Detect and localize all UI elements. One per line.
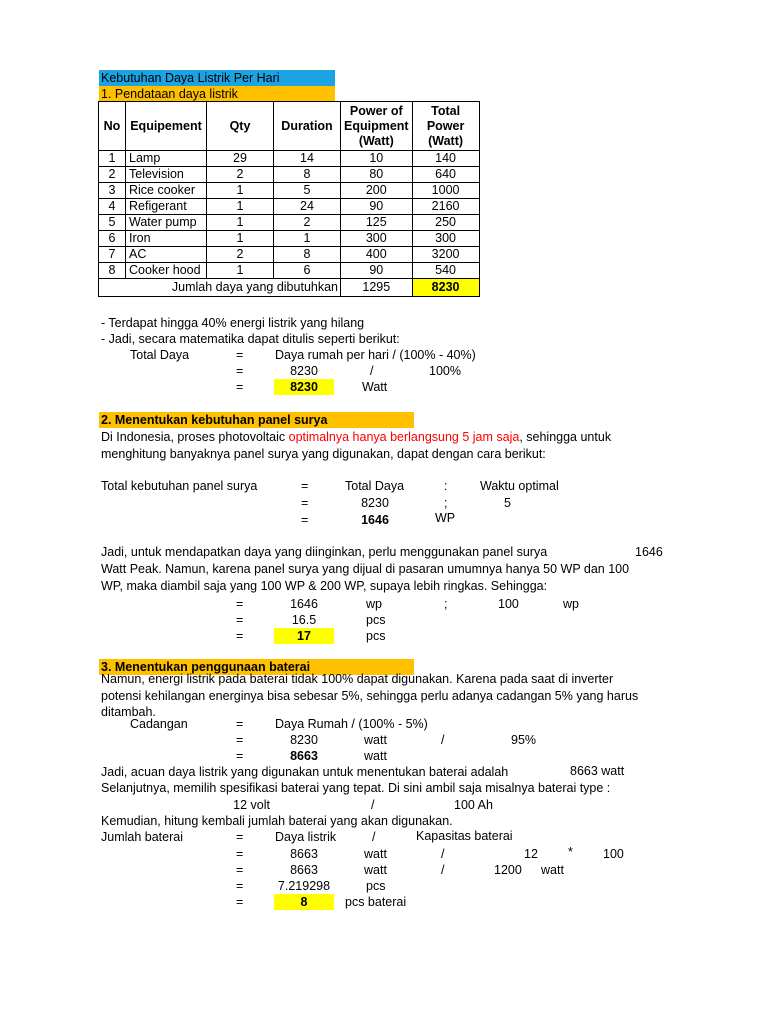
section2-text: , sehingga untuk — [519, 430, 612, 444]
th-total-power: Total Power (Watt) — [412, 102, 479, 151]
panel-count-unit: pcs — [366, 613, 386, 627]
cadangan-label: Cadangan — [130, 717, 188, 731]
jb-row2-unit: watt — [364, 863, 387, 877]
cell-qty: 1 — [207, 183, 274, 199]
section2-paragraph-line1 — [101, 429, 611, 445]
battery-voltage: 12 volt — [233, 798, 270, 812]
cell-power: 80 — [341, 167, 413, 183]
cell-duration: 8 — [274, 167, 341, 183]
cell-no: 8 — [99, 263, 126, 279]
cell-qty: 1 — [207, 263, 274, 279]
cadangan-percent: 95% — [511, 733, 537, 747]
cell-power: 400 — [341, 247, 413, 263]
total-daya-value: 8230 — [290, 364, 318, 378]
jb-row1-ah: 100 — [603, 847, 624, 861]
equals-sign: = — [301, 496, 309, 510]
cell-total: 540 — [412, 263, 479, 279]
cell-qty: 2 — [207, 247, 274, 263]
th-equipment: Equipement — [126, 102, 207, 151]
colon-sign: : — [444, 479, 448, 493]
cell-equipment: Rice cooker — [126, 183, 207, 199]
table-row — [99, 247, 480, 263]
cadangan-result-unit: watt — [364, 749, 387, 763]
divide-sign: / — [441, 733, 445, 747]
cell-duration: 8 — [274, 247, 341, 263]
cell-duration: 24 — [274, 199, 341, 215]
divide-sign: / — [371, 798, 375, 812]
th-power: Power of Equipment (Watt) — [341, 102, 413, 151]
cell-no: 5 — [99, 215, 126, 231]
equals-sign: = — [236, 733, 244, 747]
cell-total: 3200 — [412, 247, 479, 263]
equals-sign: = — [236, 830, 244, 844]
divide-sign: / — [441, 863, 445, 877]
cell-power: 200 — [341, 183, 413, 199]
panel-result-unit: WP — [435, 511, 456, 525]
cadangan-result: 8663 — [290, 749, 318, 763]
semicolon-sign: ; — [444, 597, 448, 611]
table-row — [99, 263, 480, 279]
cell-qty: 2 — [207, 167, 274, 183]
section3-heading: 3. Menentukan penggunaan baterai — [101, 660, 311, 674]
cell-power: 125 — [341, 215, 413, 231]
panel-count-result-unit: pcs — [366, 629, 386, 643]
th-duration: Duration — [274, 102, 341, 151]
equals-sign: = — [236, 629, 244, 643]
panel-calc-label: Total kebutuhan panel surya — [101, 479, 258, 493]
cell-duration: 5 — [274, 183, 341, 199]
equals-sign: = — [236, 847, 244, 861]
panel-value-daya: 8230 — [361, 496, 389, 510]
th-no: No — [99, 102, 126, 151]
total-daya-label: Total Daya — [130, 348, 190, 362]
cell-equipment: Water pump — [126, 215, 207, 231]
cell-equipment: Iron — [126, 231, 207, 247]
total-daya-result: 8230 — [274, 379, 334, 395]
cell-no: 2 — [99, 167, 126, 183]
cell-equipment: Lamp — [126, 151, 207, 167]
cell-power: 90 — [341, 199, 413, 215]
multiply-sign: * — [568, 845, 573, 859]
cadangan-unit: watt — [364, 733, 387, 747]
panel-waktu-optimal: Waktu optimal — [480, 479, 559, 493]
table-header-row — [99, 102, 480, 151]
section2-heading: 2. Menentukan kebutuhan panel surya — [101, 413, 328, 427]
panel-result: 1646 — [361, 513, 389, 527]
equals-sign: = — [236, 749, 244, 763]
divide-sign: / — [372, 830, 376, 844]
section2-conclusion-line2: Watt Peak. Namun, karena panel surya yang dijual di pasaran umumnya hanya 50 WP dan 100 — [101, 562, 630, 576]
cell-total: 300 — [412, 231, 479, 247]
section3-paragraph-line2: potensi kehilangan energinya bisa sebesar 5%, sehingga perlu adanya cadangan 5% yang harus — [101, 689, 639, 703]
jb-row2-capacity-unit: watt — [541, 863, 564, 877]
battery-capacity: 100 Ah — [454, 798, 493, 812]
cell-duration: 2 — [274, 215, 341, 231]
section1-heading: 1. Pendataan daya listrik — [101, 87, 238, 101]
cell-power: 10 — [341, 151, 413, 167]
jb-kapasitas-baterai: Kapasitas baterai — [416, 829, 513, 843]
cell-duration: 14 — [274, 151, 341, 167]
equals-sign: = — [236, 348, 244, 362]
panel-wp-unit: wp — [366, 597, 382, 611]
jb-row3-unit: pcs — [366, 879, 386, 893]
equals-sign: = — [236, 364, 244, 378]
jb-row1-value: 8663 — [290, 847, 318, 861]
note-formula-intro: - Jadi, secara matematika dapat ditulis seperti berikut: — [101, 332, 400, 346]
jb-row2-value: 8663 — [290, 863, 318, 877]
footer-power: 1295 — [341, 279, 413, 297]
jb-daya-listrik: Daya listrik — [275, 830, 337, 844]
panel-total-daya: Total Daya — [345, 479, 405, 493]
equals-sign: = — [236, 895, 244, 909]
table-row — [99, 199, 480, 215]
section2-highlight-text: optimalnya hanya berlangsung 5 jam saja — [288, 430, 520, 444]
total-daya-formula: Daya rumah per hari / (100% - 40%) — [275, 348, 476, 362]
section3-paragraph-line1: Namun, energi listrik pada baterai tidak 100% dapat digunakan. Karena pada saat di inverter — [101, 672, 614, 686]
jb-row3-value: 7.219298 — [277, 879, 331, 893]
jb-result: 8 — [274, 894, 334, 910]
footer-label: Jumlah daya yang dibutuhkan — [99, 279, 341, 297]
section2-conclusion-line3: WP, maka diambil saja yang 100 WP & 200 WP, supaya lebih ringkas. Sehingga: — [101, 579, 548, 593]
semicolon-sign: ; — [444, 496, 448, 510]
cell-total: 250 — [412, 215, 479, 231]
cell-equipment: Cooker hood — [126, 263, 207, 279]
equals-sign: = — [236, 879, 244, 893]
section2-paragraph-line2: menghitung banyaknya panel surya yang digunakan, dapat dengan cara berikut: — [101, 447, 546, 461]
section3-spec-line: Selanjutnya, memilih spesifikasi baterai yang tepat. Di sini ambil saja misalnya baterai type : — [101, 781, 611, 795]
section3-hitung-line: Kemudian, hitung kembali jumlah baterai yang akan digunakan. — [101, 814, 453, 828]
section2-conclusion-line1: Jadi, untuk mendapatkan daya yang diinginkan, perlu menggunakan panel surya — [101, 545, 548, 559]
section2-text: Di Indonesia, proses photovoltaic — [101, 430, 289, 444]
cell-qty: 29 — [207, 151, 274, 167]
cell-power: 300 — [341, 231, 413, 247]
jumlah-baterai-label: Jumlah baterai — [101, 830, 183, 844]
table-footer-row — [99, 279, 480, 297]
section2-conclusion-value: 1646 — [635, 545, 663, 559]
cell-no: 7 — [99, 247, 126, 263]
total-daya-percent: 100% — [429, 364, 461, 378]
table-row — [99, 183, 480, 199]
cell-power: 90 — [341, 263, 413, 279]
cell-qty: 1 — [207, 199, 274, 215]
jb-result-unit: pcs baterai — [345, 895, 407, 909]
cell-total: 140 — [412, 151, 479, 167]
equals-sign: = — [236, 613, 244, 627]
cell-total: 640 — [412, 167, 479, 183]
equals-sign: = — [236, 597, 244, 611]
panel-wp-size: 100 — [498, 597, 519, 611]
equals-sign: = — [236, 717, 244, 731]
panel-wp-total: 1646 — [290, 597, 318, 611]
footer-total: 8230 — [412, 279, 479, 297]
equals-sign: = — [236, 380, 244, 394]
equals-sign: = — [301, 513, 309, 527]
table-row — [99, 231, 480, 247]
jb-row2-capacity: 1200 — [494, 863, 522, 877]
panel-value-hours: 5 — [504, 496, 511, 510]
cell-total: 2160 — [412, 199, 479, 215]
section3-paragraph-line3: ditambah. — [101, 705, 156, 719]
cell-no: 4 — [99, 199, 126, 215]
table-row — [99, 215, 480, 231]
page-title: Kebutuhan Daya Listrik Per Hari — [101, 71, 280, 85]
th-qty: Qty — [207, 102, 274, 151]
table-row — [99, 167, 480, 183]
cell-no: 6 — [99, 231, 126, 247]
cell-qty: 1 — [207, 231, 274, 247]
divide-sign: / — [441, 847, 445, 861]
cadangan-value: 8230 — [290, 733, 318, 747]
cell-equipment: Refigerant — [126, 199, 207, 215]
panel-count-result: 17 — [274, 628, 334, 644]
panel-wp-size-unit: wp — [563, 597, 579, 611]
section3-acuan-line: Jadi, acuan daya listrik yang digunakan untuk menentukan baterai adalah — [101, 765, 509, 779]
cell-duration: 6 — [274, 263, 341, 279]
cell-no: 1 — [99, 151, 126, 167]
equals-sign: = — [236, 863, 244, 877]
table-row — [99, 151, 480, 167]
cadangan-formula: Daya Rumah / (100% - 5%) — [275, 717, 428, 731]
total-daya-unit: Watt — [362, 380, 388, 394]
cell-total: 1000 — [412, 183, 479, 199]
power-table — [98, 101, 480, 297]
cell-no: 3 — [99, 183, 126, 199]
cell-equipment: Television — [126, 167, 207, 183]
cell-equipment: AC — [126, 247, 207, 263]
jb-row1-volt: 12 — [524, 847, 538, 861]
section3-acuan-value: 8663 watt — [570, 764, 625, 778]
divide-sign: / — [370, 364, 374, 378]
equals-sign: = — [301, 479, 309, 493]
cell-duration: 1 — [274, 231, 341, 247]
jb-row1-unit: watt — [364, 847, 387, 861]
note-energy-loss: - Terdapat hingga 40% energi listrik yang hilang — [101, 316, 365, 330]
cell-qty: 1 — [207, 215, 274, 231]
panel-count-raw: 16.5 — [291, 613, 317, 627]
